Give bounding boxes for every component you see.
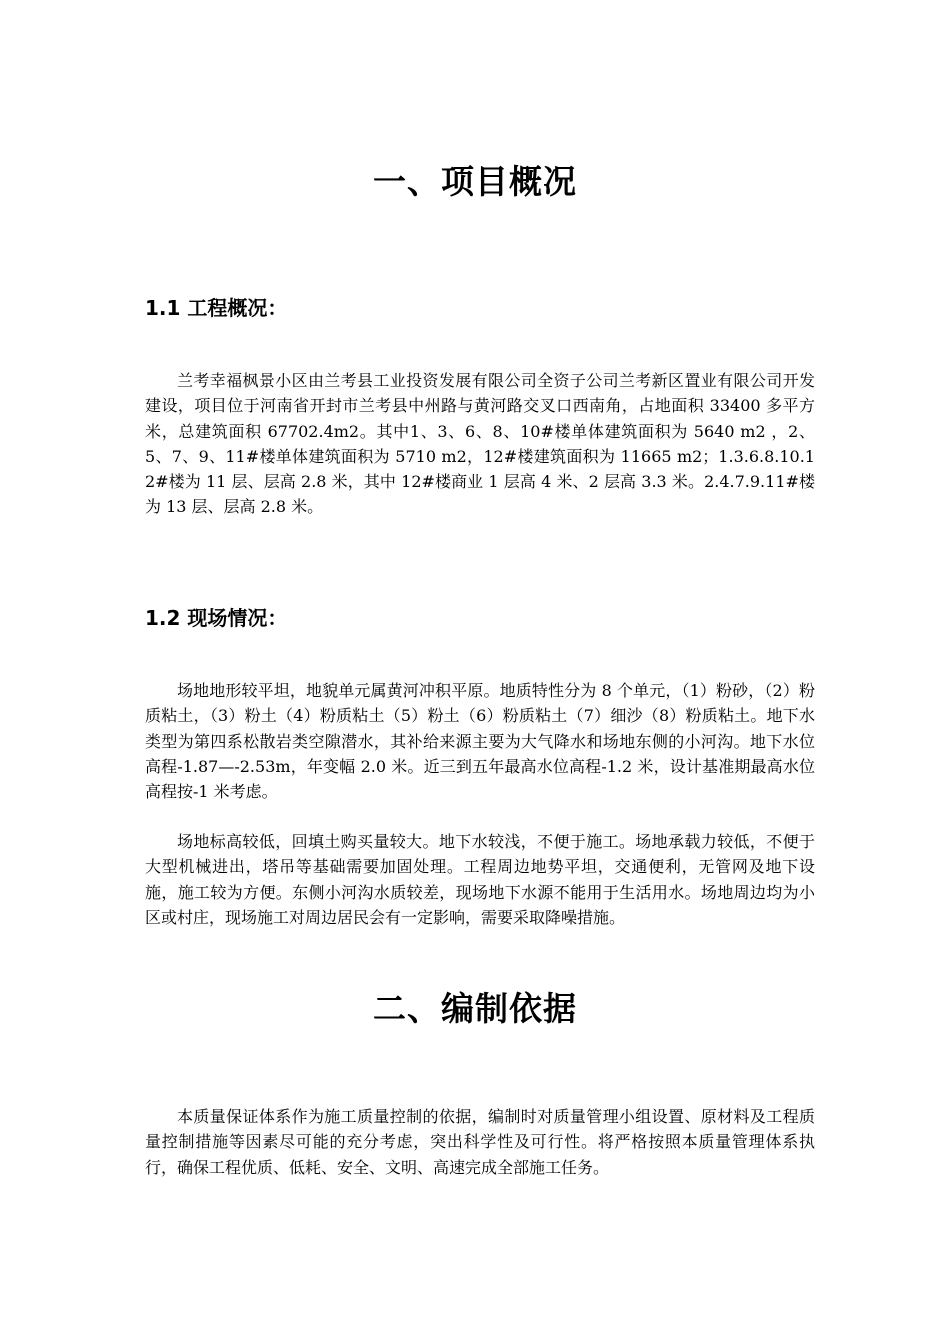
- engineering-overview-paragraph: 兰考幸福枫景小区由兰考县工业投资发展有限公司全资子公司兰考新区置业有限公司开发建设，项目位于河南省开封市兰考县中州路与黄河路交叉口西南角，占地面积 33400 多平方米，总建筑面积 67702.4m2。其中1、3、6、8、10#楼单体建筑面积为 5640 m2 ，2、5、7、9、11#楼单体建筑面积为 5710 m2，12#楼建筑面积为 11665 m2；1.3.6.8.10.12#楼为 11 层、层高 2.8 米，其中 12#楼商业 1 层高 4 米、2 层高 3.3 米。2.4.7.9.11#楼为 13 层、层高 2.8 米。: [145, 371, 815, 517]
- compilation-basis-paragraph: 本质量保证体系作为施工质量控制的依据，编制时对质量管理小组设置、原材料及工程质量控制措施等因素尽可能的充分考虑，突出科学性及可行性。将严格按照本质量管理体系执行，确保工程优质、低耗、安全、文明、高速完成全部施工任务。: [145, 1107, 815, 1177]
- site-conditions-paragraph-geology: 场地地形较平坦，地貌单元属黄河冲积平原。地质特性分为 8 个单元，（1）粉砂，（2）粉质粘土，（3）粉土（4）粉质粘土（5）粉土（6）粉质粘土（7）细沙（8）粉质粘土。地下水类型为第四系松散岩类空隙潜水，其补给来源主要为大气降水和场地东侧的小河沟。地下水位高程-1.87—-2.53m，年变幅 2.0 米。近三到五年最高水位高程-1.2 米，设计基准期最高水位高程按-1 米考虑。: [145, 681, 815, 802]
- section-title-site-conditions: 1.2 现场情况：: [145, 606, 288, 630]
- chapter-title-compilation-basis: 二、编制依据: [373, 989, 577, 1028]
- site-conditions-paragraph-constraints: 场地标高较低，回填土购买量较大。地下水较浅，不便于施工。场地承载力较低，不便于大型机械进出，塔吊等基础需要加固处理。工程周边地势平坦，交通便利，无管网及地下设施，施工较为方便。东侧小河沟水质较差，现场地下水源不能用于生活用水。场地周边均为小区或村庄，现场施工对周边居民会有一定影响，需要采取降噪措施。: [145, 832, 815, 927]
- section-title-engineering-overview: 1.1 工程概况：: [145, 296, 288, 320]
- chapter-title-project-overview: 一、项目概况: [373, 162, 577, 201]
